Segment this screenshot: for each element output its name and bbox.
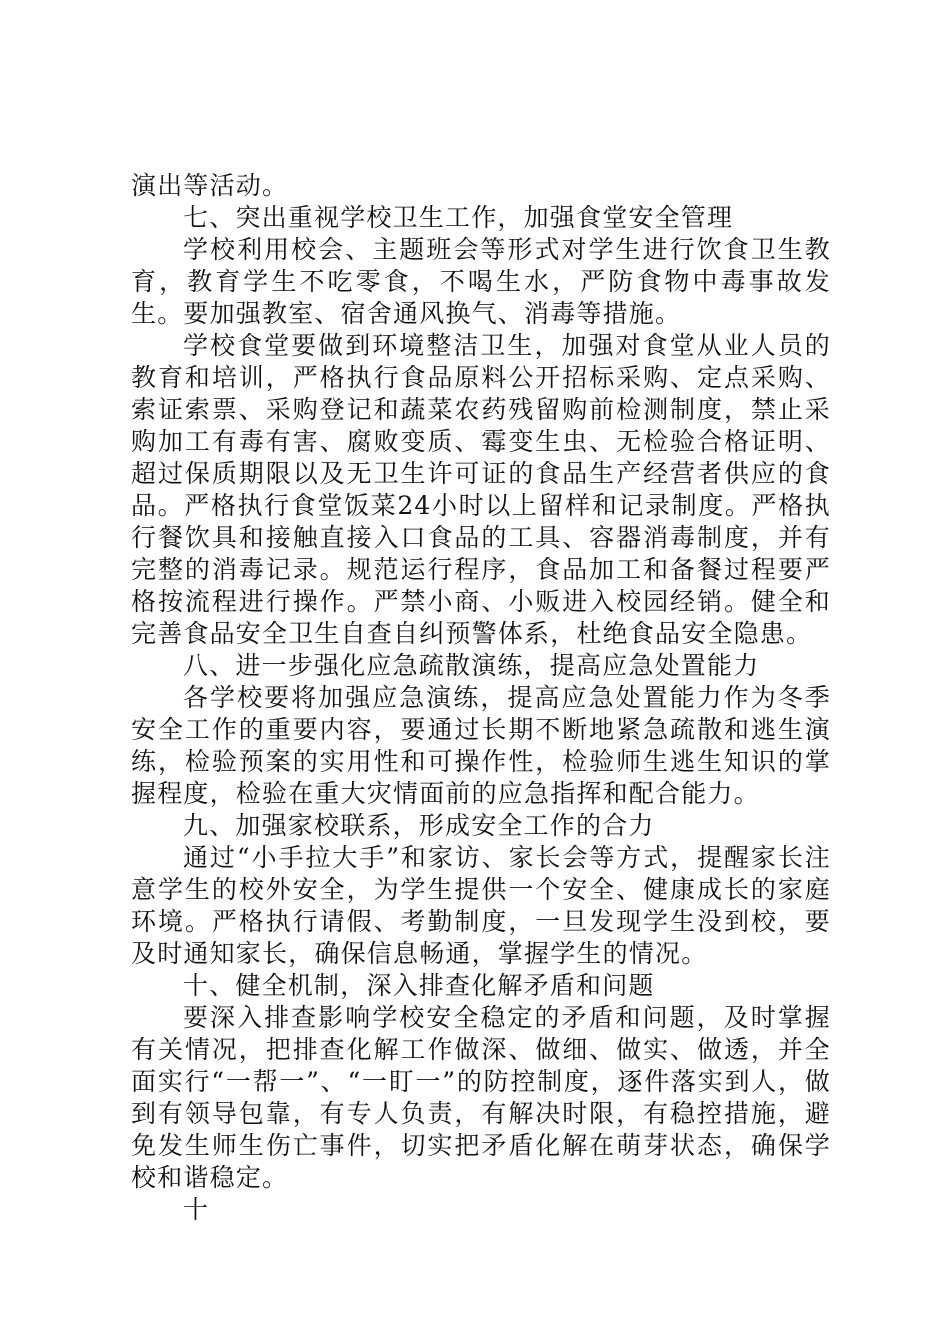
section-heading-11-partial: 十 (183, 1195, 210, 1224)
paragraph-continuation: 演出等活动。 (131, 171, 289, 200)
section-heading-10: 十、健全机制，深入排查化解矛盾和问题 (183, 971, 655, 1000)
paragraph-hygiene-education: 学校利用校会、主题班会等形式对学生进行饮食卫生教育，教育学生不吃零食，不喝生水，严防食物中毒事故发生。要加强教室、宿舍通风换气、消毒等措施。 (131, 235, 831, 328)
section-heading-8: 八、进一步强化应急疏散演练，提高应急处置能力 (183, 651, 760, 680)
paragraph-conflict-resolution: 要深入排查影响学校安全稳定的矛盾和问题，及时掌握有关情况，把排查化解工作做深、做细、做实、做透，并全面实行“一帮一”、“一盯一”的防控制度，逐件落实到人，做到有领导包靠，有专人负责，有解决时限，有稳控措施，避免发生师生伤亡事件，切实把矛盾化解在萌芽状态，确保学校和谐稳定。 (131, 1003, 831, 1192)
section-heading-9: 九、加强家校联系，形成安全工作的合力 (183, 811, 655, 840)
document-body (131, 170, 831, 1226)
paragraph-home-school-contact: 通过“小手拉大手”和家访、家长会等方式，提醒家长注意学生的校外安全，为学生提供一个安全、健康成长的家庭环境。严格执行请假、考勤制度，一旦发现学生没到校，要及时通知家长，确保信息畅通，掌握学生的情况。 (131, 843, 831, 968)
paragraph-emergency-drill: 各学校要将加强应急演练，提高应急处置能力作为冬季安全工作的重要内容，要通过长期不断地紧急疏散和逃生演练，检验预案的实用性和可操作性，检验师生逃生知识的掌握程度，检验在重大灾情面前的应急指挥和配合能力。 (131, 683, 831, 808)
section-heading-7: 七、突出重视学校卫生工作，加强食堂安全管理 (183, 203, 734, 232)
paragraph-canteen-management: 学校食堂要做到环境整洁卫生，加强对食堂从业人员的教育和培训，严格执行食品原料公开招标采购、定点采购、索证索票、采购登记和蔬菜农药残留购前检测制度，禁止采购加工有毒有害、腐败变质、霉变生虫、无检验合格证明、超过保质期限以及无卫生许可证的食品生产经营者供应的食品。严格执行食堂饭菜24小时以上留样和记录制度。严格执行餐饮具和接触直接入口食品的工具、容器消毒制度，并有完整的消毒记录。规范运行程序，食品加工和备餐过程要严格按流程进行操作。严禁小商、小贩进入校园经销。健全和完善食品安全卫生自查自纠预警体系，杜绝食品安全隐患。 (131, 331, 831, 648)
